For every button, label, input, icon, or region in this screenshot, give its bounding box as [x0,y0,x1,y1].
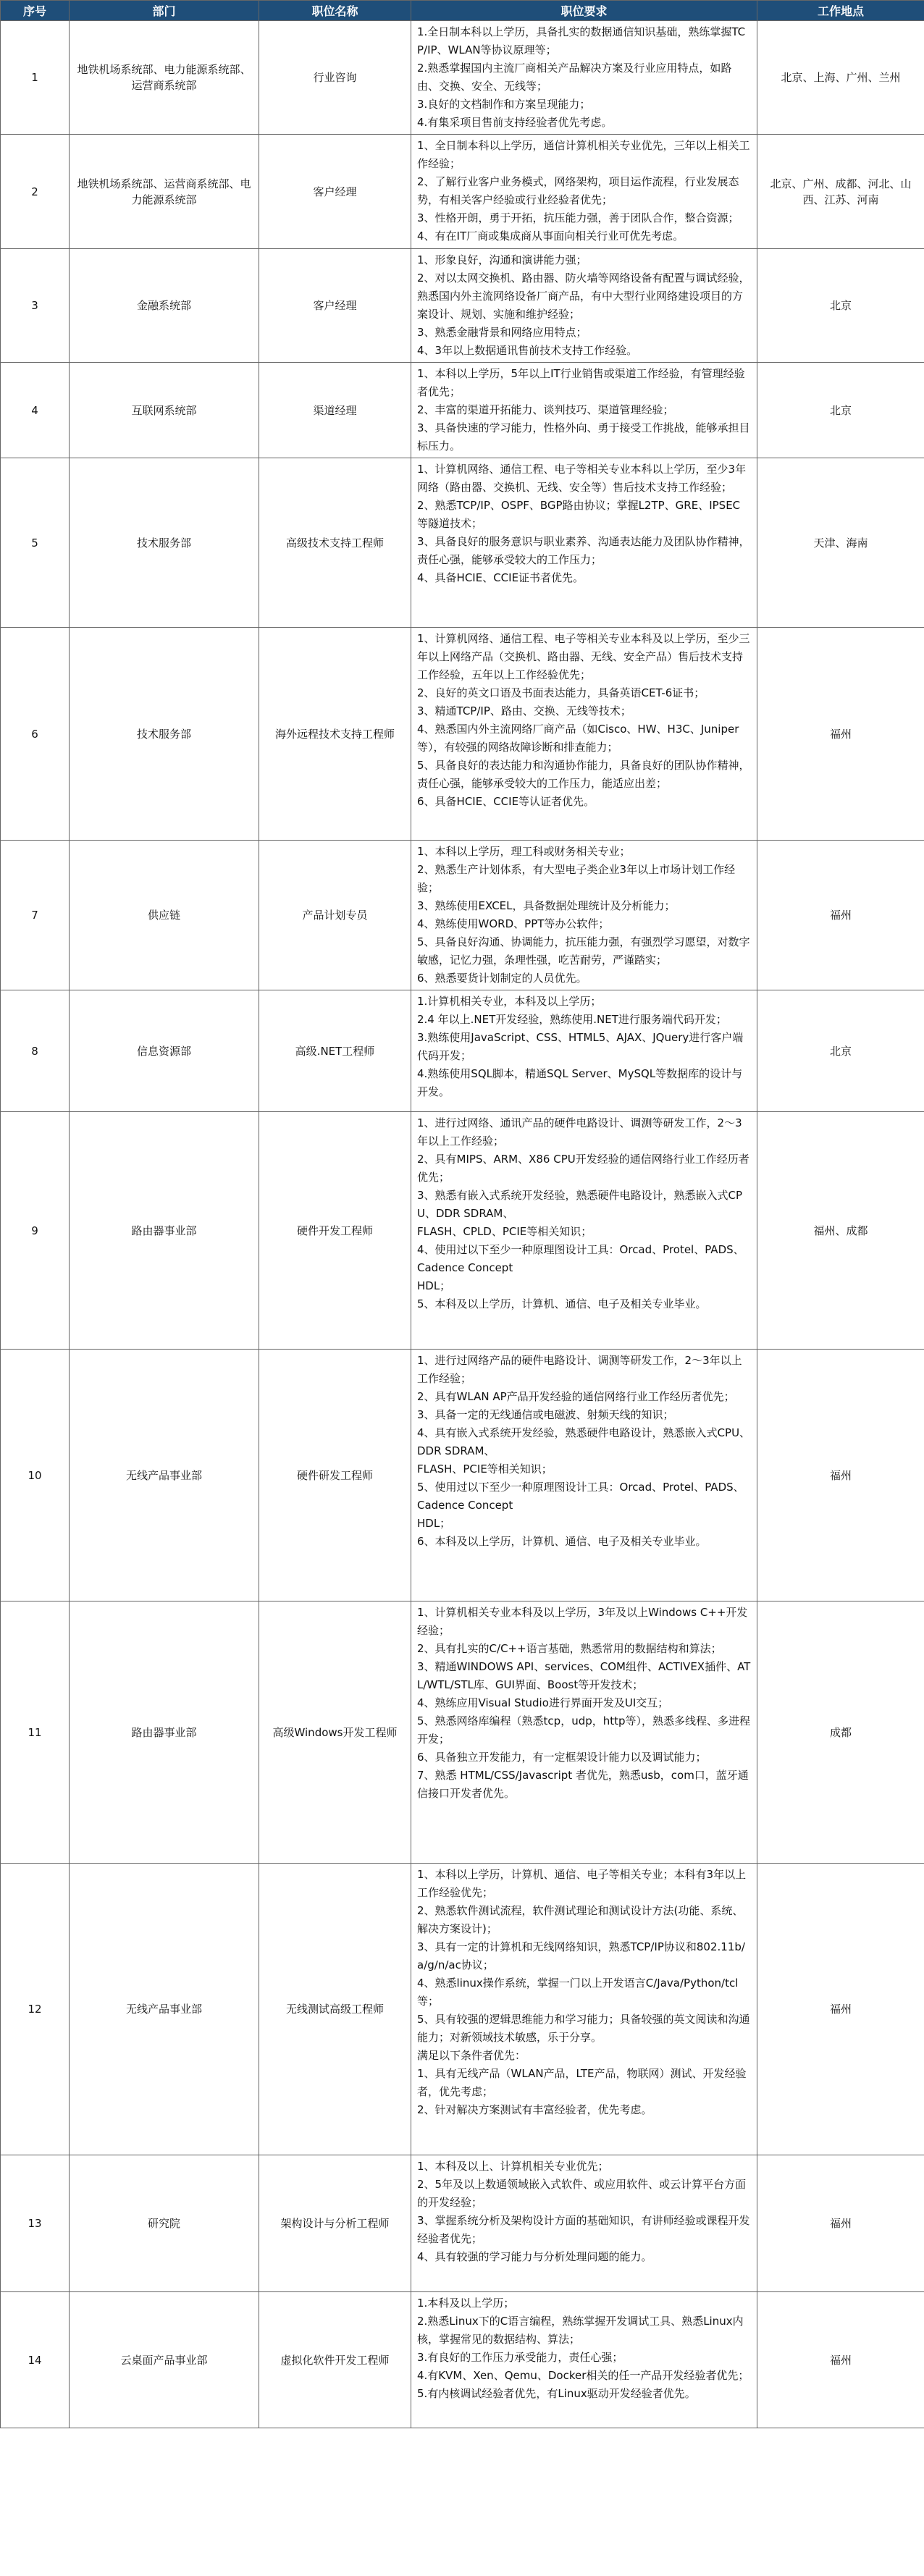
requirement-line: 3、具备一定的无线通信或电磁波、射频天线的知识； [417,1408,674,1421]
requirement-line: 1、计算机网络、通信工程、电子等相关专业本科以上学历，至少3年网络（路由器、交换机、无线、安全等）售后技术支持工作经验； [417,463,747,494]
row-position-title: 硬件研发工程师 [259,1350,411,1601]
row-number: 1 [1,21,70,135]
requirement-line: 2、熟悉生产计划体系，有大型电子类企业3年以上市场计划工作经验； [417,863,736,894]
row-location: 福州 [757,2155,924,2292]
row-department: 信息资源部 [70,990,259,1112]
requirement-line: 4、熟练应用Visual Studio进行界面开发及UI交互； [417,1696,669,1709]
row-number: 14 [1,2292,70,2428]
requirement-line: 6、本科及以上学历，计算机、通信、电子及相关专业毕业。 [417,1535,707,1548]
requirement-line: 2、具有扎实的C/C++语言基础，熟悉常用的数据结构和算法； [417,1642,722,1655]
table-row [1,1601,924,1864]
requirement-line: 2、丰富的渠道开拓能力、谈判技巧、渠道管理经验； [417,403,674,416]
requirement-line: 1、本科及以上、计算机相关专业优先； [417,2160,609,2173]
row-requirements [411,249,757,363]
row-department: 云桌面产品事业部 [70,2292,259,2428]
row-requirements [411,2155,757,2292]
requirement-line: 6、具备HCIE、CCIE等认证者优先。 [417,795,595,808]
table-row [1,1864,924,2155]
row-position-title: 客户经理 [259,135,411,249]
requirement-line: 3、掌握系统分析及架构设计方面的基础知识，有讲师经验或课程开发经验者优先； [417,2214,750,2245]
row-location: 福州 [757,1864,924,2155]
row-department: 金融系统部 [70,249,259,363]
requirement-line: 3.良好的文档制作和方案呈现能力； [417,98,591,111]
requirement-line: 3、熟练使用EXCEL，具备数据处理统计及分析能力； [417,899,676,912]
table-row [1,458,924,628]
row-position-title: 高级.NET工程师 [259,990,411,1112]
requirement-line: 1、形象良好，沟通和演讲能力强； [417,253,587,266]
row-number: 7 [1,841,70,990]
requirement-line: 5、熟悉网络库编程（熟悉tcp，udp，http等），熟悉多线程、多进程开发； [417,1714,751,1746]
requirement-line: 5、具有较强的逻辑思维能力和学习能力；具备较强的英文阅读和沟通能力；对新领域技术敏感，乐于分享。 [417,2013,750,2044]
requirement-line: 4.有集采项目售前支持经验者优先考虑。 [417,116,613,129]
row-number: 12 [1,1864,70,2155]
row-department: 技术服务部 [70,628,259,841]
row-department: 地铁机场系统部、运营商系统部、电力能源系统部 [70,135,259,249]
row-requirements [411,990,757,1112]
requirement-line: 1.计算机相关专业，本科及以上学历； [417,995,602,1008]
row-location: 北京、广州、成都、河北、山西、江苏、河南 [757,135,924,249]
row-position-title: 渠道经理 [259,363,411,458]
row-number: 3 [1,249,70,363]
requirement-line: 1、具有无线产品（WLAN产品，LTE产品，物联网）测试、开发经验者，优先考虑； [417,2067,747,2098]
requirement-line: 3、性格开朗，勇于开拓，抗压能力强，善于团队合作，整合资源； [417,211,739,224]
row-requirements [411,21,757,135]
table-row [1,135,924,249]
table-row [1,2155,924,2292]
requirement-line: 4、3年以上数据通讯售前技术支持工作经验。 [417,344,638,357]
requirement-line: 1、全日制本科以上学历，通信计算机相关专业优先，三年以上相关工作经验； [417,139,750,170]
row-requirements [411,135,757,249]
row-department: 技术服务部 [70,458,259,628]
requirement-line: 2、熟悉TCP/IP、OSPF、BGP路由协议；掌握L2TP、GRE、IPSEC等隧道技术； [417,499,741,530]
table-row [1,21,924,135]
requirement-line: 1、计算机网络、通信工程、电子等相关专业本科及以上学历，至少三年以上网络产品（交换机、路由器、无线、安全产品）售后技术支持工作经验，五年以上工作经验优先； [417,632,750,681]
requirement-line: 2.熟悉Linux下的C语言编程，熟练掌握开发调试工具、熟悉Linux内核，掌握常见的数据结构、算法； [417,2315,744,2346]
header-department: 部门 [70,1,259,21]
row-requirements [411,1864,757,2155]
row-department: 互联网系统部 [70,363,259,458]
requirement-line: 2、具有MIPS、ARM、X86 CPU开发经验的通信网络行业工作经历者优先； [417,1153,749,1184]
row-location: 福州 [757,1350,924,1601]
table-row [1,249,924,363]
row-department: 无线产品事业部 [70,1864,259,2155]
header-location: 工作地点 [757,1,924,21]
row-requirements [411,1601,757,1864]
requirement-line: HDL； [417,1279,451,1292]
header-no: 序号 [1,1,70,21]
table-row [1,628,924,841]
requirement-line: 4、具有较强的学习能力与分析处理问题的能力。 [417,2250,652,2263]
requirement-line: 4、熟练使用WORD、PPT等办公软件； [417,917,610,930]
requirement-line: HDL； [417,1517,451,1530]
row-department: 供应链 [70,841,259,990]
requirement-line: 7、熟悉 HTML/CSS/Javascript 者优先，熟悉usb，com口，蓝牙通信接口开发者优先。 [417,1769,749,1800]
requirement-line: 2、5年及以上数通领域嵌入式软件、或应用软件、或云计算平台方面的开发经验； [417,2178,747,2209]
requirement-line: 4、熟悉国内外主流网络厂商产品（如Cisco、HW、H3C、Juniper等），有较强的网络故障诊断和排查能力； [417,723,739,754]
requirement-line: 5、本科及以上学历，计算机、通信、电子及相关专业毕业。 [417,1297,707,1310]
row-department: 无线产品事业部 [70,1350,259,1601]
row-department: 研究院 [70,2155,259,2292]
row-number: 9 [1,1112,70,1350]
row-location: 北京 [757,363,924,458]
requirement-line: 5、具备良好沟通、协调能力，抗压能力强，有强烈学习愿望，对数字敏感，记忆力强，条理性强，吃苦耐劳，严谨踏实； [417,935,750,967]
table-row [1,990,924,1112]
requirement-line: 4、使用过以下至少一种原理图设计工具：Orcad、Protel、PADS、Cadence Concept [417,1243,744,1274]
row-position-title: 行业咨询 [259,21,411,135]
requirement-line: 3、熟悉金融背景和网络应用特点； [417,326,587,339]
requirement-line: 4.熟练使用SQL脚本，精通SQL Server、MySQL等数据库的设计与开发。 [417,1067,743,1098]
row-location: 成都 [757,1601,924,1864]
table-row [1,1112,924,1350]
requirement-line: 6、具备独立开发能力，有一定框架设计能力以及调试能力； [417,1751,707,1764]
row-position-title: 产品计划专员 [259,841,411,990]
requirement-line: FLASH、CPLD、PCIE等相关知识； [417,1225,592,1238]
requirement-line: 2、对以太网交换机、路由器、防火墙等网络设备有配置与调试经验，熟悉国内外主流网络设备厂商产品，有中大型行业网络建设项目的方案设计、规划、实施和维护经验； [417,272,750,321]
row-position-title: 硬件开发工程师 [259,1112,411,1350]
row-location: 福州、成都 [757,1112,924,1350]
requirement-line: 2.4 年以上.NET开发经验，熟练使用.NET进行服务端代码开发； [417,1013,727,1026]
requirement-line: FLASH、PCIE等相关知识； [417,1462,553,1476]
requirement-line: 1、进行过网络产品的硬件电路设计、调测等研发工作，2～3年以上工作经验； [417,1354,742,1385]
row-location: 天津、海南 [757,458,924,628]
row-requirements [411,458,757,628]
requirement-line: 3、具备快速的学习能力，性格外向、勇于接受工作挑战，能够承担目标压力。 [417,421,750,453]
row-department: 路由器事业部 [70,1601,259,1864]
row-position-title: 高级Windows开发工程师 [259,1601,411,1864]
requirement-line: 4、具有嵌入式系统开发经验，熟悉硬件电路设计，熟悉嵌入式CPU、DDR SDRAM、 [417,1426,751,1457]
row-location: 北京、上海、广州、兰州 [757,21,924,135]
table-row [1,841,924,990]
table-header-row [1,1,924,21]
row-number: 10 [1,1350,70,1601]
requirement-line: 3、精通TCP/IP、路由、交换、无线等技术； [417,704,631,717]
row-location: 福州 [757,2292,924,2428]
row-location: 北京 [757,249,924,363]
requirement-line: 1、计算机相关专业本科及以上学历，3年及以上Windows C++开发经验； [417,1606,748,1637]
row-number: 4 [1,363,70,458]
row-position-title: 无线测试高级工程师 [259,1864,411,2155]
requirement-line: 1.本科及以上学历； [417,2297,515,2310]
requirement-line: 2、针对解决方案测试有丰富经验者，优先考虑。 [417,2103,652,2116]
row-position-title: 高级技术支持工程师 [259,458,411,628]
row-position-title: 虚拟化软件开发工程师 [259,2292,411,2428]
requirement-line: 5、具备良好的表达能力和沟通协作能力，具备良好的团队协作精神，责任心强，能够承受较大的工作压力，能适应出差； [417,759,750,790]
row-number: 11 [1,1601,70,1864]
row-requirements [411,841,757,990]
header-position: 职位名称 [259,1,411,21]
row-location: 福州 [757,628,924,841]
requirement-line: 6、熟悉要货计划制定的人员优先。 [417,972,587,985]
requirement-line: 1.全日制本科以上学历，具备扎实的数据通信知识基础，熟练掌握TCP/IP、WLAN等协议原理等； [417,25,746,56]
requirement-line: 3、熟悉有嵌入式系统开发经验，熟悉硬件电路设计，熟悉嵌入式CPU、DDR SDRAM、 [417,1189,743,1220]
row-number: 6 [1,628,70,841]
row-requirements [411,2292,757,2428]
requirement-line: 4、具备HCIE、CCIE证书者优先。 [417,571,584,584]
row-department: 地铁机场系统部、电力能源系统部、运营商系统部 [70,21,259,135]
row-department: 路由器事业部 [70,1112,259,1350]
requirement-line: 2.熟悉掌握国内主流厂商相关产品解决方案及行业应用特点，如路由、交换、安全、无线等； [417,62,732,93]
row-position-title: 客户经理 [259,249,411,363]
row-position-title: 海外远程技术支持工程师 [259,628,411,841]
requirement-line: 4、有在IT厂商或集成商从事面向相关行业可优先考虑。 [417,230,684,243]
requirement-line: 2、良好的英文口语及书面表达能力，具备英语CET-6证书； [417,686,705,699]
row-location: 北京 [757,990,924,1112]
requirement-line: 满足以下条件者优先： [417,2049,526,2062]
requirement-line: 2、了解行业客户业务模式，网络架构，项目运作流程，行业发展态势，有相关客户经验或行业经验者优先； [417,175,739,206]
row-location: 福州 [757,841,924,990]
row-position-title: 架构设计与分析工程师 [259,2155,411,2292]
requirement-line: 2、具有WLAN AP产品开发经验的通信网络行业工作经历者优先； [417,1390,735,1403]
requirement-line: 3、具有一定的计算机和无线网络知识，熟悉TCP/IP协议和802.11b/a/g/n/ac协议； [417,1940,745,1971]
table-row [1,363,924,458]
requirement-line: 1、进行过网络、通讯产品的硬件电路设计、调测等研发工作，2～3年以上工作经验； [417,1116,742,1148]
row-number: 5 [1,458,70,628]
row-number: 8 [1,990,70,1112]
table-row [1,1350,924,1601]
requirement-line: 1、本科以上学历，理工科或财务相关专业； [417,845,631,858]
row-requirements [411,1112,757,1350]
requirement-line: 3.熟练使用JavaScript、CSS、HTML5、AJAX、JQuery进行客户端代码开发； [417,1031,744,1062]
requirement-line: 5.有内核调试经验者优先，有Linux驱动开发经验者优先。 [417,2387,696,2400]
requirement-line: 4、熟悉linux操作系统，掌握一门以上开发语言C/Java/Python/tcl等； [417,1977,739,2008]
requirement-line: 1、本科以上学历，5年以上IT行业销售或渠道工作经验，有管理经验者优先； [417,367,745,398]
row-requirements [411,1350,757,1601]
row-requirements [411,628,757,841]
requirement-line: 1、本科以上学历，计算机、通信、电子等相关专业；本科有3年以上工作经验优先； [417,1868,747,1899]
requirement-line: 4.有KVM、Xen、Qemu、Docker相关的任一产品开发经验者优先； [417,2369,749,2382]
requirement-line: 3.有良好的工作压力承受能力，责任心强； [417,2351,623,2364]
requirement-line: 3、具备良好的服务意识与职业素养、沟通表达能力及团队协作精神，责任心强，能够承受较大的工作压力； [417,535,750,566]
requirement-line: 2、熟悉软件测试流程，软件测试理论和测试设计方法(功能、系统、解决方案设计)； [417,1904,744,1935]
row-requirements [411,363,757,458]
requirement-line: 3、精通WINDOWS API、services、COM组件、ACTIVEX插件、ATL/WTL/STL库、GUI界面、Boost等开发技术； [417,1660,751,1691]
table-row [1,2292,924,2428]
header-requirements: 职位要求 [411,1,757,21]
row-number: 13 [1,2155,70,2292]
requirement-line: 5、使用过以下至少一种原理图设计工具：Orcad、Protel、PADS、Cadence Concept [417,1481,744,1512]
row-number: 2 [1,135,70,249]
